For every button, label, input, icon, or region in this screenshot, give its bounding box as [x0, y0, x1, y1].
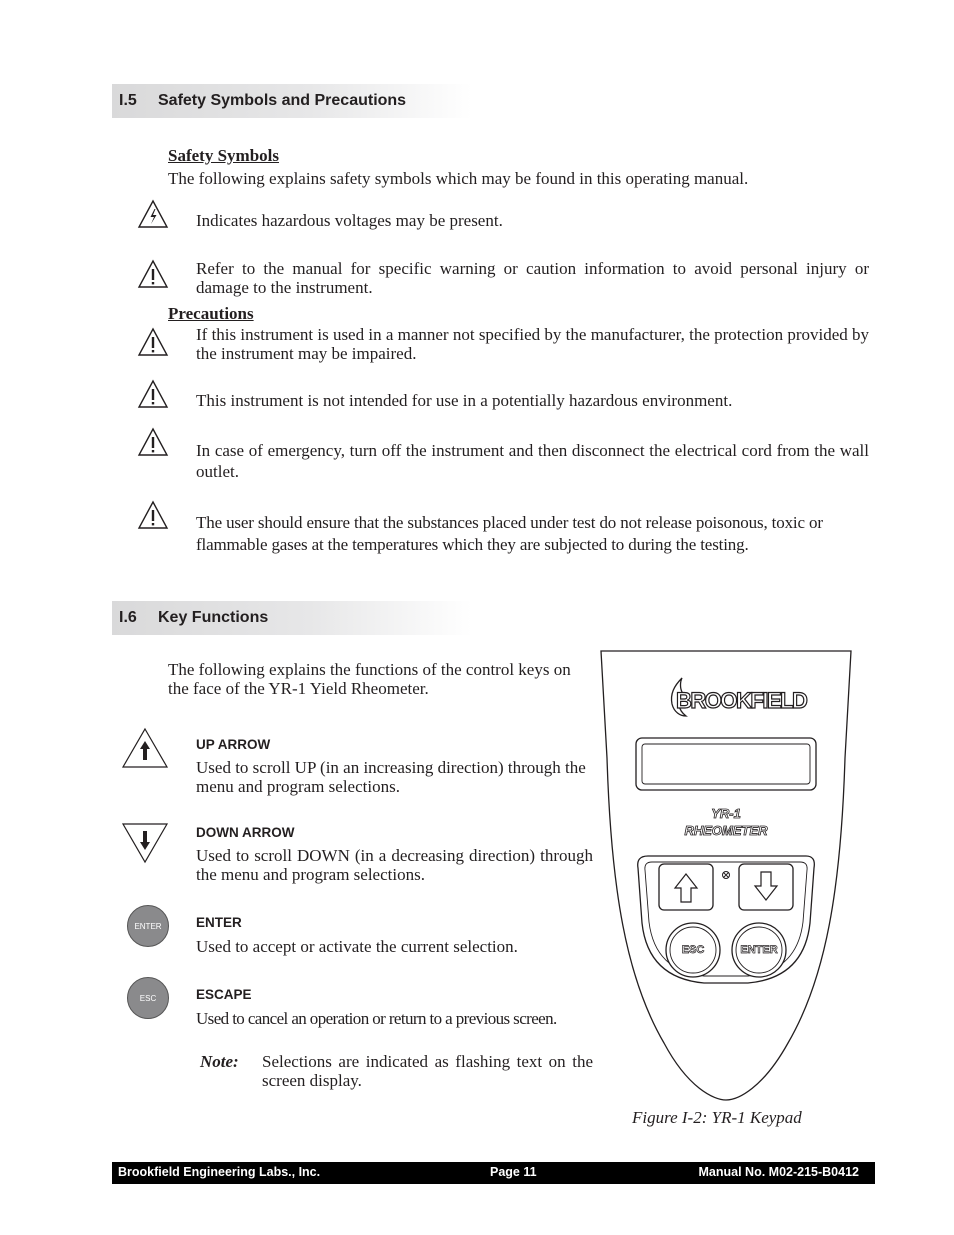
section-header-i6 — [112, 601, 472, 635]
page-footer — [112, 1162, 875, 1184]
safety-symbol-text-voltage: Indicates hazardous voltages may be present. — [196, 211, 503, 230]
note-label: Note: — [200, 1052, 239, 1071]
key-description-escape: Used to cancel an operation or return to a previous screen. — [196, 1009, 557, 1028]
caution-icon — [137, 427, 169, 457]
key-name-enter: ENTER — [196, 915, 242, 930]
key-name-down-arrow: DOWN ARROW — [196, 825, 295, 840]
keypad-esc-button: ESC — [681, 944, 705, 956]
caution-icon — [137, 327, 169, 357]
key-name-escape: ESCAPE — [196, 987, 252, 1002]
section-title: Key Functions — [158, 609, 269, 626]
down-arrow-key-icon — [121, 822, 169, 864]
precaution-text-3: In case of emergency, turn off the instrument and then disconnect the electrical cord from the wall outlet. — [196, 441, 869, 481]
escape-key-icon: ESC — [127, 977, 169, 1019]
keypad-model-line1: YR-1 — [711, 806, 741, 821]
safety-symbols-heading: Safety Symbols — [168, 146, 279, 165]
footer-page-number: Page 11 — [490, 1165, 537, 1179]
key-description-down-arrow: Used to scroll DOWN (in a decreasing direction) through the menu and program selections. — [196, 846, 593, 884]
precaution-text-1: If this instrument is used in a manner not specified by the manufacturer, the protection provided by the instrument may be impaired. — [196, 325, 869, 363]
safety-symbols-intro: The following explains safety symbols which may be found in this operating manual. — [168, 169, 749, 188]
precaution-text-2: This instrument is not intended for use in a potentially hazardous environment. — [196, 391, 733, 410]
footer-manual-number: Manual No. M02-215-B0412 — [698, 1165, 859, 1179]
caution-icon — [137, 500, 169, 530]
enter-key-icon: ENTER — [127, 905, 169, 947]
precautions-heading: Precautions — [168, 304, 254, 323]
safety-symbol-text-caution: Refer to the manual for specific warning or caution information to avoid personal injury or damage to the instrument. — [196, 259, 869, 297]
key-functions-intro: The following explains the functions of the control keys on the face of the YR-1 Yield Rheometer. — [168, 660, 571, 698]
key-name-up-arrow: UP ARROW — [196, 737, 271, 752]
section-number: I.5 — [119, 92, 137, 109]
section-header-i5 — [112, 84, 472, 118]
yr1-keypad-figure — [598, 648, 854, 1104]
keypad-model-line2: RHEOMETER — [684, 823, 768, 838]
section-number: I.6 — [119, 609, 137, 626]
caution-icon — [137, 379, 169, 409]
footer-company: Brookfield Engineering Labs., Inc. — [118, 1165, 321, 1179]
keypad-outline — [598, 648, 854, 1104]
hazardous-voltage-icon — [137, 199, 169, 229]
precaution-text-4: The user should ensure that the substances placed under test do not release poisonous, toxic or flammable gases at the temperatures which they are subjected to during the testing. — [196, 513, 823, 554]
section-title: Safety Symbols and Precautions — [158, 92, 407, 109]
caution-icon — [137, 259, 169, 289]
key-description-up-arrow: Used to scroll UP (in an increasing direction) through the menu and program selections. — [196, 758, 586, 796]
figure-caption: Figure I-2: YR-1 Keypad — [632, 1108, 802, 1127]
key-description-enter: Used to accept or activate the current selection. — [196, 937, 518, 956]
brookfield-logo: BROOKFIELD — [676, 688, 807, 713]
keypad-enter-button: ENTER — [740, 944, 778, 956]
up-arrow-key-icon — [121, 727, 169, 769]
note-text: Selections are indicated as flashing text on the screen display. — [262, 1052, 593, 1090]
